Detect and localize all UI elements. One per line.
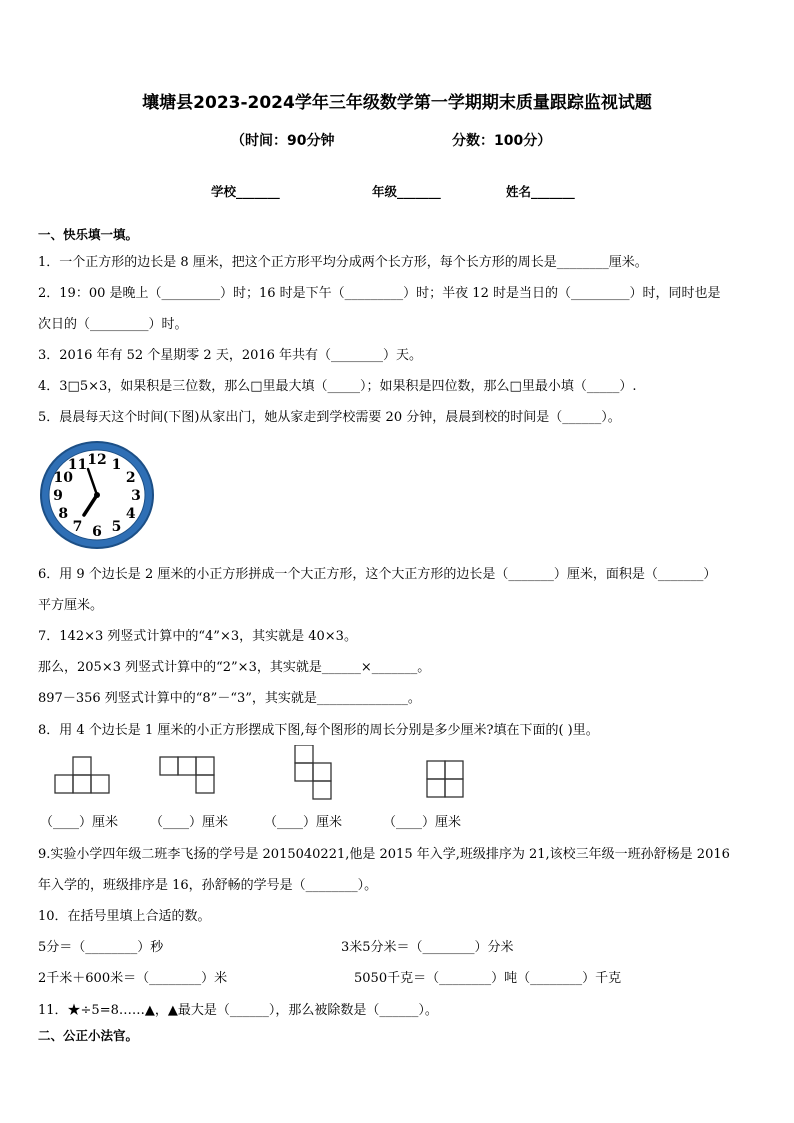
question-6-line-1: 6．用 9 个边长是 2 厘米的小正方形拼成一个大正方形，这个大正方形的边长是（_______）厘米，面积是（_______） — [38, 567, 717, 582]
question-11: 11．★÷5=8……▲，▲最大是（______），那么被除数是（______）。 — [38, 1003, 438, 1018]
question-7-line-2: 那么，205×3 列竖式计算中的“2”×3，其实就是______×_______。 — [38, 660, 431, 675]
question-10-item-2: 3米5分米＝（________）分米 — [341, 940, 514, 955]
clock-number-3: 3 — [131, 488, 141, 504]
question-5: 5．晨晨每天这个时间(下图)从家出门，她从家走到学校需要 20 分钟，晨晨到校的时间是（______）。 — [38, 410, 621, 425]
question-6-line-2: 平方厘米。 — [38, 598, 104, 613]
exam-time: （时间：90分钟 — [231, 133, 335, 149]
clock-number-9: 9 — [53, 488, 63, 504]
clock-number-12: 12 — [87, 452, 107, 468]
school-field[interactable]: 学校_______ — [211, 184, 280, 199]
question-7-line-1: 7．142×3 列竖式计算中的“4”×3，其实就是 40×3。 — [38, 629, 357, 644]
clock-number-2: 2 — [125, 470, 136, 486]
square-figures — [40, 745, 480, 801]
figure-4-answer[interactable]: （____）厘米 — [383, 815, 462, 830]
figure-3-answer[interactable]: （____）厘米 — [264, 815, 343, 830]
question-10: 10．在括号里填上合适的数。 — [38, 909, 211, 924]
question-10-item-3: 2千米＋600米＝（________）米 — [38, 971, 228, 986]
clock-number-5: 5 — [111, 519, 122, 536]
clock-number-7: 7 — [72, 519, 83, 536]
section-heading-2: 二、公正小法官。 — [38, 1028, 139, 1043]
page-title: 壤塘县2023-2024学年三年级数学第一学期期末质量跟踪监视试题 — [142, 93, 652, 113]
exam-score: 分数：100分） — [452, 133, 552, 149]
clock-number-8: 8 — [58, 506, 69, 522]
clock-number-1: 1 — [111, 456, 122, 473]
grade-field[interactable]: 年级_______ — [372, 184, 441, 199]
question-9-line-1: 9.实验小学四年级二班李飞扬的学号是 2015040221,他是 2015 年入学,班级排序为 21,该校三年级一班孙舒杨是 2016 — [38, 847, 730, 862]
clock-image — [36, 438, 158, 552]
clock-number-10: 10 — [53, 470, 73, 486]
clock-number-11: 11 — [67, 456, 88, 473]
question-2-line-2: 次日的（_________）时。 — [38, 317, 188, 332]
question-10-item-4: 5050千克＝（________）吨（________）千克 — [354, 971, 622, 986]
figure-1-square — [73, 757, 91, 775]
figure-2-answer[interactable]: （____）厘米 — [150, 815, 229, 830]
question-10-item-1: 5分＝（________）秒 — [38, 940, 164, 955]
clock-number-6: 6 — [92, 524, 102, 540]
clock-number-4: 4 — [125, 506, 136, 522]
question-4: 4．3□5×3，如果积是三位数，那么□里最大填（_____）；如果积是四位数，那么□里最小填（_____）. — [38, 379, 637, 394]
figure-1-answer[interactable]: （____）厘米 — [40, 815, 119, 830]
name-field[interactable]: 姓名_______ — [506, 184, 575, 199]
question-2-line-1: 2．19：00 是晚上（_________）时；16 时是下午（_________）时；半夜 12 时是当日的（_________）时，同时也是 — [38, 286, 721, 301]
question-7-line-3: 897－356 列竖式计算中的“8”－“3”，其实就是______________。 — [38, 691, 421, 706]
question-1: 1．一个正方形的边长是 8 厘米，把这个正方形平均分成两个长方形，每个长方形的周长是________厘米。 — [38, 255, 648, 270]
question-8: 8．用 4 个边长是 1 厘米的小正方形摆成下图,每个图形的周长分别是多少厘米?填在下面的( )里。 — [38, 723, 599, 738]
question-3: 3．2016 年有 52 个星期零 2 天，2016 年共有（________）天。 — [38, 348, 423, 363]
section-heading-1: 一、快乐填一填。 — [38, 227, 139, 242]
question-9-line-2: 年入学的，班级排序是 16，孙舒畅的学号是（________）。 — [38, 878, 378, 893]
